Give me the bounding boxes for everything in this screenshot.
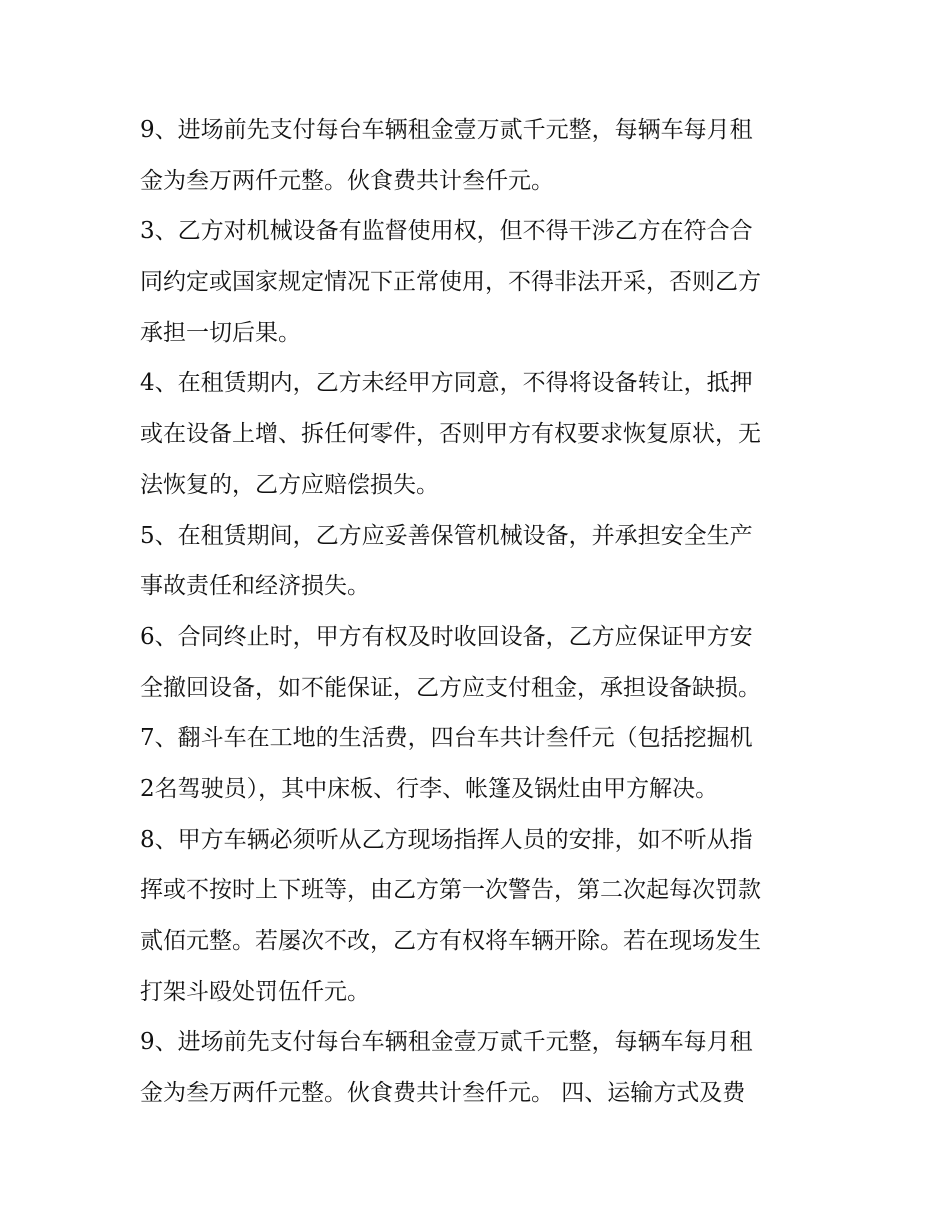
document-body bbox=[140, 105, 820, 1119]
text-line: 贰佰元整。若屡次不改，乙方有权将车辆开除。若在现场发生 bbox=[140, 928, 761, 954]
text-line: 打架斗殴处罚伍仟元。 bbox=[140, 978, 370, 1005]
text-line: 或在设备上增、拆任何零件，否则甲方有权要求恢复原状，无 bbox=[140, 421, 761, 448]
text-line: 9、进场前先支付每台车辆租金壹万贰千元整，每辆车每月租 bbox=[140, 1029, 753, 1056]
text-line: 8、甲方车辆必须听从乙方现场指挥人员的安排，如不听从指 bbox=[140, 826, 753, 853]
text-line: 金为叁万两仟元整。伙食费共计叁仟元。 bbox=[140, 167, 554, 194]
text-line: 挥或不按时上下班等，由乙方第一次警告，第二次起每次罚款 bbox=[140, 877, 761, 904]
text-line: 承担一切后果。 bbox=[140, 319, 301, 346]
text-line: 法恢复的，乙方应赔偿损失。 bbox=[140, 471, 439, 498]
text-line: 4、在租赁期内，乙方未经甲方同意，不得将设备转让，抵押 bbox=[140, 370, 753, 397]
text-line: 2名驾驶员），其中床板、行李、帐篷及锅灶由甲方解决。 bbox=[140, 775, 719, 802]
text-line: 全撤回设备，如不能保证，乙方应支付租金，承担设备缺损。 bbox=[140, 674, 761, 701]
text-line: 9、进场前先支付每台车辆租金壹万贰千元整，每辆车每月租 bbox=[140, 117, 753, 143]
text-line: 同约定或国家规定情况下正常使用，不得非法开采，否则乙方 bbox=[140, 269, 761, 296]
text-line: 金为叁万两仟元整。伙食费共计叁仟元。 四、运输方式及费 bbox=[140, 1080, 746, 1107]
text-line: 6、合同终止时，甲方有权及时收回设备，乙方应保证甲方安 bbox=[140, 623, 753, 650]
text-line: 3、乙方对机械设备有监督使用权，但不得干涉乙方在符合合 bbox=[140, 218, 753, 245]
text-line: 7、翻斗车在工地的生活费，四台车共计叁仟元（包括挖掘机 bbox=[140, 725, 753, 752]
text-line: 5、在租赁期间，乙方应妥善保管机械设备，并承担安全生产 bbox=[140, 522, 753, 549]
text-line: 事故责任和经济损失。 bbox=[140, 573, 370, 600]
